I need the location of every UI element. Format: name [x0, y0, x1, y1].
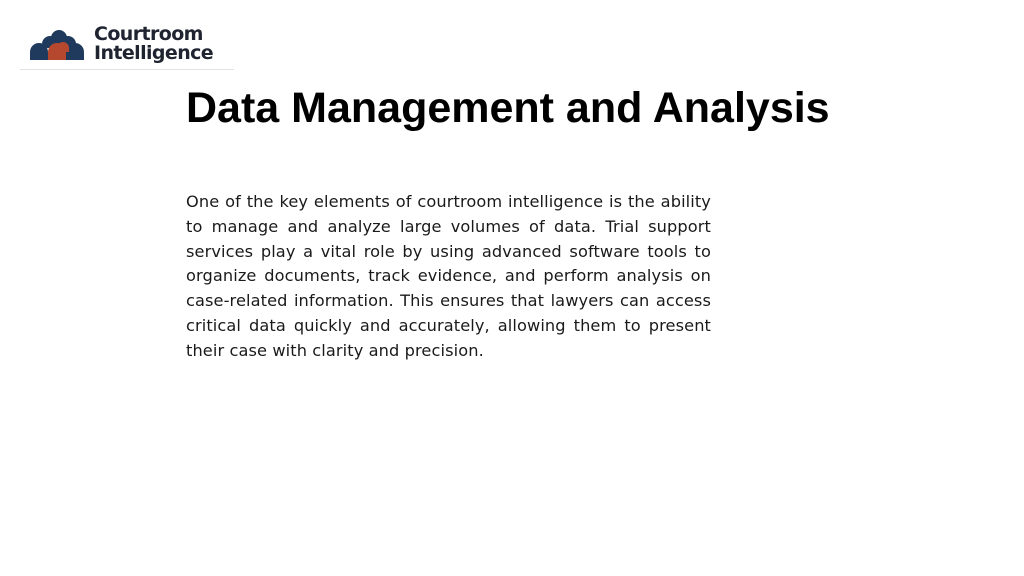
logo-line-1: Courtroom	[94, 23, 203, 45]
courtroom-logo-icon	[28, 24, 90, 64]
page-title: Data Management and Analysis	[186, 84, 830, 132]
logo	[20, 18, 234, 70]
logo-wordmark	[94, 25, 213, 63]
logo-line-2: Intelligence	[94, 42, 214, 64]
body-paragraph: One of the key elements of courtroom intelligence is the ability to manage and analyze large volumes of data. Trial support services play a vital role by using advanced software tools to organize documents, track evidence, and perform analysis on case-related information. This ensures that lawyers can access critical data quickly and accurately, allowing them to present their case with clarity and precision.	[186, 192, 711, 360]
